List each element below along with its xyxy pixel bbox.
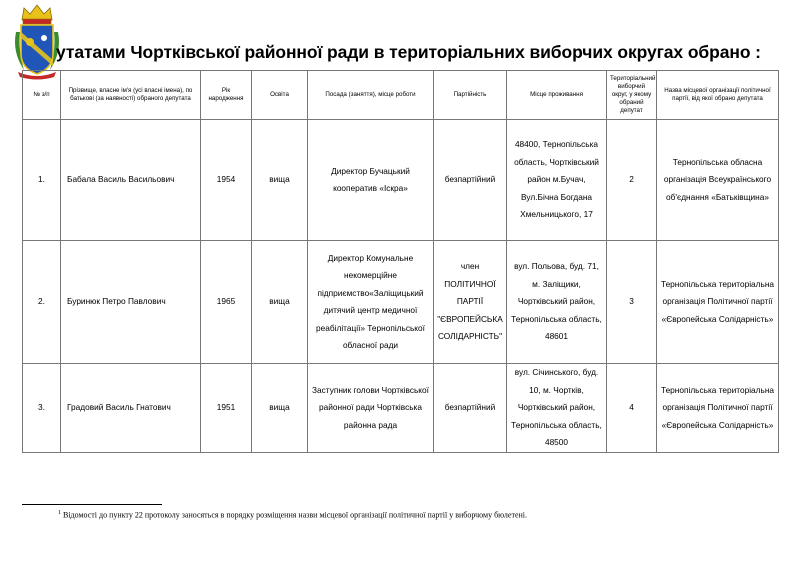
cell-party: член ПОЛІТИЧНОЇ ПАРТІЇ "ЄВРОПЕЙСЬКА СОЛІДАРНІСТЬ": [434, 241, 507, 364]
cell-name: Градовий Василь Гнатович: [61, 364, 201, 453]
cell-birth-year: 1954: [201, 120, 252, 241]
cell-position: Директор Бучацький кооператив «Іскра»: [308, 120, 434, 241]
coat-of-arms-icon: [10, 2, 64, 80]
footnote: [58, 510, 527, 520]
table-row: [23, 120, 779, 241]
cell-position: Директор Комунальне некомерційне підприємство«Заліщицький дитячий центр медичної реабілітації» Тернопільської обласної ради: [308, 241, 434, 364]
cell-birth-year: 1965: [201, 241, 252, 364]
table-header-row: [23, 71, 779, 120]
table-row: [23, 364, 779, 453]
cell-organization: Тернопільська обласна організація Всеукраїнського об'єднання «Батьківщина»: [657, 120, 779, 241]
cell-education: вища: [252, 364, 308, 453]
header-district: Територіальний виборчий округ, у якому обраний депутат: [607, 71, 657, 120]
header-party: Партійність: [434, 71, 507, 120]
cell-name: Бабала Василь Васильович: [61, 120, 201, 241]
header-position: Посада (заняття), місце роботи: [308, 71, 434, 120]
cell-organization: Тернопільська територіальна організація Політичної партії «Європейська Солідарність»: [657, 364, 779, 453]
cell-residence: вул. Січинського, буд. 10, м. Чортків, Чортківський район, Тернопільська область, 48500: [507, 364, 607, 453]
table-row: [23, 241, 779, 364]
header-name: Прізвище, власне ім'я (усі власні імена), по батькові (за наявності) обраного депутата: [61, 71, 201, 120]
cell-number: 2.: [23, 241, 61, 364]
cell-residence: 48400, Тернопільська область, Чортківський район м.Бучач, Вул.Бічна Богдана Хмельницького, 17: [507, 120, 607, 241]
cell-name: Буринюк Петро Павлович: [61, 241, 201, 364]
cell-district: 3: [607, 241, 657, 364]
cell-position: Заступник голови Чортківської районної ради Чортківська районна рада: [308, 364, 434, 453]
header-organization: Назва місцевої організації політичної партії, від якої обрано депутата: [657, 71, 779, 120]
document-title: утатами Чортківської районної ради в територіальних виборчих округах обрано :: [56, 42, 761, 62]
cell-district: 2: [607, 120, 657, 241]
cell-district: 4: [607, 364, 657, 453]
footnote-text: Відомості до пункту 22 протоколу заносяться в порядку розміщення назви місцевої організації політичної партії у виборчому бюлетені.: [61, 510, 528, 520]
deputies-table: [22, 70, 779, 453]
cell-party: безпартійний: [434, 364, 507, 453]
cell-organization: Тернопільська територіальна організація Політичної партії «Європейська Солідарність»: [657, 241, 779, 364]
footnote-mark: 1: [58, 510, 61, 516]
cell-number: 3.: [23, 364, 61, 453]
header-birth-year: Рік народження: [201, 71, 252, 120]
header-residence: Місце проживання: [507, 71, 607, 120]
cell-education: вища: [252, 241, 308, 364]
cell-residence: вул. Польова, буд. 71, м. Заліщики, Чортківський район, Тернопільська область, 48601: [507, 241, 607, 364]
header-education: Освіта: [252, 71, 308, 120]
header-number: № з/п: [23, 71, 61, 120]
cell-party: безпартійний: [434, 120, 507, 241]
cell-education: вища: [252, 120, 308, 241]
footnote-separator: [22, 504, 162, 505]
cell-birth-year: 1951: [201, 364, 252, 453]
cell-number: 1.: [23, 120, 61, 241]
